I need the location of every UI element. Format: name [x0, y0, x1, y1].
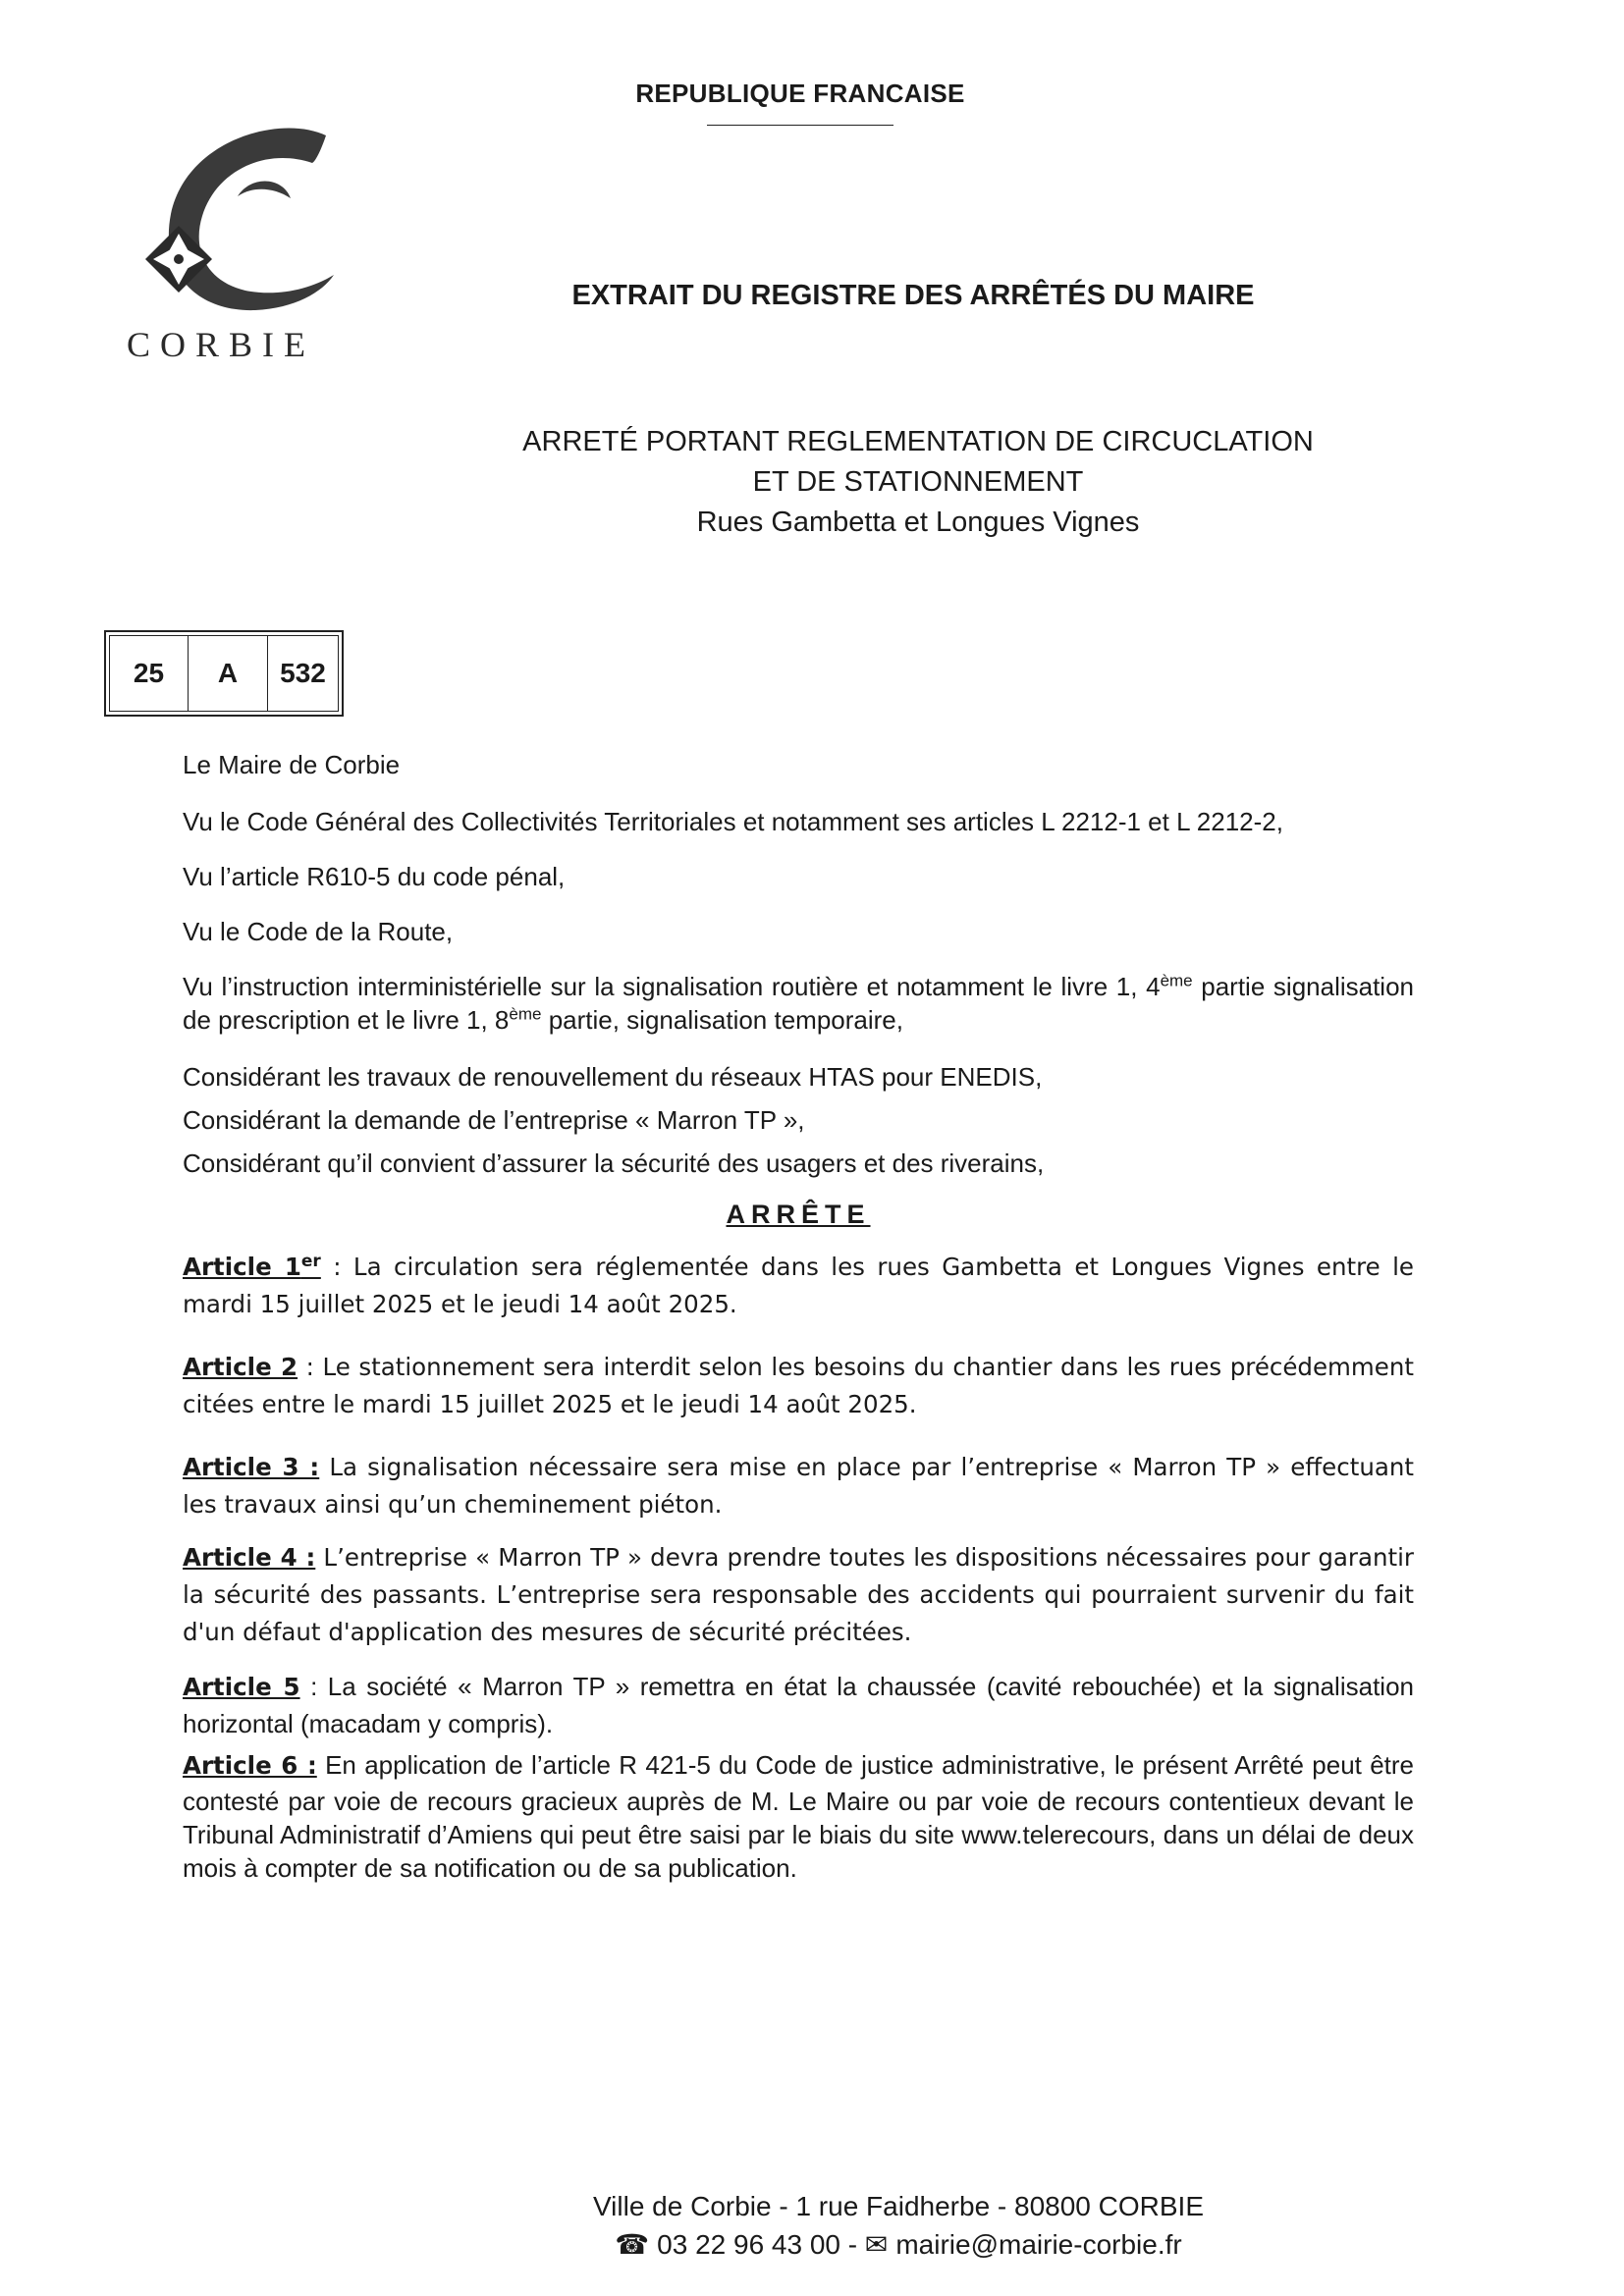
- article-6: [183, 1747, 1414, 1885]
- article-2: [183, 1349, 1414, 1423]
- article-5: [183, 1669, 1414, 1741]
- article-6-label: Article 6 :: [183, 1751, 317, 1780]
- footer-phone: 03 22 96 43 00 -: [657, 2229, 865, 2260]
- arrete-title: [452, 422, 1384, 543]
- footer-address: Ville de Corbie - 1 rue Faidherbe - 80800 CORBIE: [592, 2191, 1205, 2221]
- republic-heading: REPUBLIQUE FRANCAISE: [635, 79, 965, 108]
- vu-instruction: [183, 970, 1414, 1037]
- article-2-label: Article 2: [183, 1353, 298, 1381]
- article-1-label: Article 1er: [183, 1251, 321, 1281]
- article-1: [183, 1249, 1414, 1323]
- arrete-heading: ARRÊTE: [726, 1200, 871, 1229]
- footer-contact: [0, 2228, 1624, 2261]
- reference-box: [104, 630, 344, 717]
- envelope-icon: ✉: [864, 2229, 889, 2260]
- article-2-text: : Le stationnement sera interdit selon les besoins du chantier dans les rues précédemment citées entre le mardi 15 juillet 2025 et le jeudi 14 août 2025.: [183, 1353, 1414, 1418]
- vu-instruction-part-1: Vu l’instruction interministérielle sur la signalisation routière et notamment le livre 1, 4: [183, 972, 1161, 1001]
- heading-underline: [707, 125, 893, 126]
- vu-instruction-part-2: partie signalisation de prescription et le livre 1, 8: [183, 972, 1415, 1035]
- mayor-line: Le Maire de Corbie: [183, 750, 401, 779]
- arrete-title-line-1: ARRETÉ PORTANT REGLEMENTATION DE CIRCUCLATION: [522, 426, 1314, 457]
- phone-icon: ☎: [615, 2229, 650, 2260]
- footer-email: mairie@mairie-corbie.fr: [895, 2229, 1182, 2260]
- arrete-title-line-2: ET DE STATIONNEMENT: [752, 466, 1084, 498]
- article-6-text: En application de l’article R 421-5 du Code de justice administrative, le présent Arrêté peut être contesté par voie de recours gracieux auprès de M. Le Maire ou par voie de recours contentieux devant le Tribunal Administratif d’Amiens qui peut être saisi par le biais du site www.telerecours, dans un délai de deux mois à compter de sa notification ou de sa publication.: [183, 1750, 1414, 1883]
- article-1-text: : La circulation sera réglementée dans les rues Gambetta et Longues Vignes entre le mardi 15 juillet 2025 et le jeudi 14 août 2025.: [183, 1253, 1414, 1318]
- arrete-title-line-3: Rues Gambetta et Longues Vignes: [696, 507, 1140, 538]
- vu-cgct: Vu le Code Général des Collectivités Territoriales et notamment ses articles L 2212-1 et L 2212-2,: [183, 807, 1283, 836]
- considerant-travaux: Considérant les travaux de renouvellement du réseaux HTAS pour ENEDIS,: [183, 1062, 1043, 1092]
- reference-letter: A: [189, 636, 268, 711]
- article-5-text: : La société « Marron TP » remettra en état la chaussée (cavité rebouchée) et la signalisation horizontal (macadam y compris).: [183, 1672, 1414, 1738]
- article-4-label: Article 4 :: [183, 1543, 316, 1572]
- article-3: [183, 1449, 1414, 1523]
- superscript: ème: [1160, 971, 1193, 990]
- article-5-label: Article 5: [183, 1673, 300, 1701]
- logo-wordmark: CORBIE: [126, 325, 315, 364]
- vu-code-route: Vu le Code de la Route,: [183, 917, 454, 946]
- reference-year: 25: [110, 636, 189, 711]
- article-4: [183, 1539, 1414, 1651]
- considerant-demande: Considérant la demande de l’entreprise « Marron TP »,: [183, 1105, 805, 1135]
- vu-code-penal: Vu l’article R610-5 du code pénal,: [183, 862, 566, 891]
- article-4-text: L’entreprise « Marron TP » devra prendre toutes les dispositions nécessaires pour garantir la sécurité des passants. L’entreprise sera responsable des accidents qui pourraient survenir du fait d'un défaut d'application des mesures de sécurité précitées.: [183, 1543, 1414, 1646]
- superscript: ème: [509, 1004, 542, 1024]
- reference-number: 532: [280, 658, 326, 688]
- article-3-text: La signalisation nécessaire sera mise en place par l’entreprise « Marron TP » effectuant les travaux ainsi qu’un cheminement piéton.: [183, 1453, 1414, 1519]
- considerant-securite: Considérant qu’il convient d’assurer la sécurité des usagers et des riverains,: [183, 1148, 1045, 1178]
- vu-instruction-part-3: partie, signalisation temporaire,: [541, 1005, 903, 1035]
- register-title: EXTRAIT DU REGISTRE DES ARRÊTÉS DU MAIRE: [571, 280, 1255, 311]
- article-3-label: Article 3 :: [183, 1453, 320, 1481]
